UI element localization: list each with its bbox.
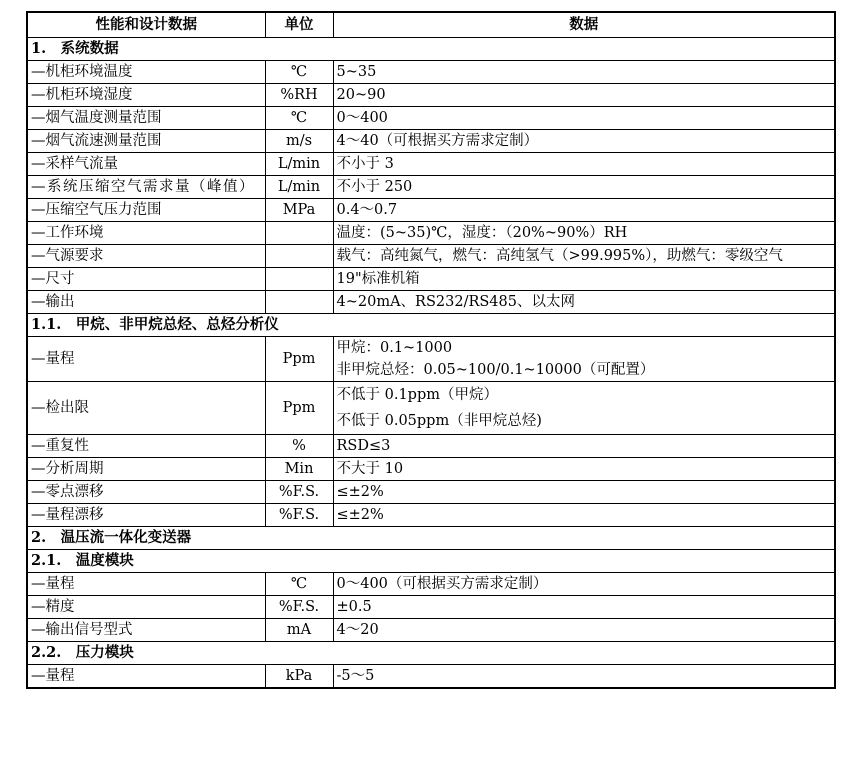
parameter-unit: ℃ <box>265 61 333 84</box>
parameter-value: ±0.5 <box>333 596 835 619</box>
parameter-value: 4～20 <box>333 619 835 642</box>
table-row <box>27 337 835 382</box>
parameter-unit: % <box>265 435 333 458</box>
parameter-unit <box>265 268 333 291</box>
parameter-value <box>333 337 835 382</box>
parameter-value: 0～400（可根据买方需求定制） <box>333 573 835 596</box>
table-row <box>27 176 835 199</box>
parameter-value: 20~90 <box>333 84 835 107</box>
table-row <box>27 458 835 481</box>
table-row <box>27 84 835 107</box>
table-row <box>27 619 835 642</box>
value-line: 甲烷：0.1~1000 <box>336 340 453 356</box>
parameter-name: —烟气流速测量范围 <box>27 130 265 153</box>
parameter-name: —工作环境 <box>27 222 265 245</box>
parameter-value: 不小于 250 <box>333 176 835 199</box>
parameter-name: —重复性 <box>27 435 265 458</box>
parameter-name: —量程 <box>27 573 265 596</box>
parameter-unit: %F.S. <box>265 504 333 527</box>
parameter-unit: %F.S. <box>265 596 333 619</box>
table-row <box>27 504 835 527</box>
parameter-value: ≤±2% <box>333 481 835 504</box>
parameter-value: 19"标准机箱 <box>333 268 835 291</box>
parameter-unit: %F.S. <box>265 481 333 504</box>
parameter-unit: Ppm <box>265 337 333 382</box>
parameter-unit: m/s <box>265 130 333 153</box>
parameter-name: —气源要求 <box>27 245 265 268</box>
parameter-value: 不小于 3 <box>333 153 835 176</box>
section-title: 2.2. 压力模块 <box>27 642 835 665</box>
parameter-name: —输出 <box>27 291 265 314</box>
table-row <box>27 665 835 689</box>
parameter-name: —量程漂移 <box>27 504 265 527</box>
header-parameter: 性能和设计数据 <box>27 12 265 38</box>
section-row <box>27 550 835 573</box>
table-row <box>27 107 835 130</box>
parameter-value: 5~35 <box>333 61 835 84</box>
parameter-value: 温度：(5~35)℃，湿度：（20%~90%）RH <box>333 222 835 245</box>
parameter-unit: kPa <box>265 665 333 689</box>
parameter-value: 不大于 10 <box>333 458 835 481</box>
section-row <box>27 527 835 550</box>
parameter-value <box>333 382 835 435</box>
table-row <box>27 291 835 314</box>
parameter-name: —机柜环境温度 <box>27 61 265 84</box>
section-title: 1.1. 甲烷、非甲烷总烃、总烃分析仪 <box>27 314 835 337</box>
parameter-unit <box>265 222 333 245</box>
parameter-name: —量程 <box>27 337 265 382</box>
parameter-unit <box>265 245 333 268</box>
parameter-name: —采样气流量 <box>27 153 265 176</box>
header-row <box>27 12 835 38</box>
table-row <box>27 573 835 596</box>
value-line: 非甲烷总烃：0.05~100/0.1~10000（可配置） <box>336 362 655 378</box>
parameter-name: —烟气温度测量范围 <box>27 107 265 130</box>
parameter-unit: Ppm <box>265 382 333 435</box>
section-title: 2. 温压流一体化变送器 <box>27 527 835 550</box>
section-title: 2.1. 温度模块 <box>27 550 835 573</box>
parameter-name: —压缩空气压力范围 <box>27 199 265 222</box>
parameter-value: 0.4～0.7 <box>333 199 835 222</box>
section-row <box>27 314 835 337</box>
table-row <box>27 268 835 291</box>
parameter-name: —零点漂移 <box>27 481 265 504</box>
header-data: 数据 <box>333 12 835 38</box>
table-row <box>27 61 835 84</box>
table-row <box>27 382 835 435</box>
section-title: 1. 系统数据 <box>27 38 835 61</box>
table-row <box>27 130 835 153</box>
parameter-value: 载气：高纯氮气，燃气：高纯氢气（>99.995%），助燃气：零级空气 <box>333 245 835 268</box>
header-unit: 单位 <box>265 12 333 38</box>
parameter-unit: ℃ <box>265 573 333 596</box>
table-row <box>27 153 835 176</box>
parameter-value: -5～5 <box>333 665 835 689</box>
parameter-name: —机柜环境湿度 <box>27 84 265 107</box>
table-row <box>27 596 835 619</box>
section-row <box>27 642 835 665</box>
parameter-name: —分析周期 <box>27 458 265 481</box>
parameter-value: 4～40（可根据买方需求定制） <box>333 130 835 153</box>
parameter-name: —尺寸 <box>27 268 265 291</box>
section-row <box>27 38 835 61</box>
parameter-name: —量程 <box>27 665 265 689</box>
parameter-name: —输出信号型式 <box>27 619 265 642</box>
parameter-unit: mA <box>265 619 333 642</box>
table-row <box>27 222 835 245</box>
table-row <box>27 199 835 222</box>
value-line: 不低于 0.1ppm（甲烷） <box>336 387 498 403</box>
table-row <box>27 435 835 458</box>
parameter-name: —系统压缩空气需求量（峰值） <box>27 176 265 199</box>
parameter-unit: MPa <box>265 199 333 222</box>
table-row <box>27 245 835 268</box>
table-row <box>27 481 835 504</box>
parameter-unit: ℃ <box>265 107 333 130</box>
parameter-unit: L/min <box>265 176 333 199</box>
spec-table <box>26 11 836 689</box>
parameter-unit <box>265 291 333 314</box>
parameter-value: 4~20mA、RS232/RS485、以太网 <box>333 291 835 314</box>
parameter-value: RSD≤3 <box>333 435 835 458</box>
parameter-value: ≤±2% <box>333 504 835 527</box>
value-line: 不低于 0.05ppm（非甲烷总烃) <box>336 413 542 429</box>
parameter-name: —精度 <box>27 596 265 619</box>
parameter-name: —检出限 <box>27 382 265 435</box>
parameter-value: 0～400 <box>333 107 835 130</box>
parameter-unit: L/min <box>265 153 333 176</box>
parameter-unit: %RH <box>265 84 333 107</box>
parameter-unit: Min <box>265 458 333 481</box>
